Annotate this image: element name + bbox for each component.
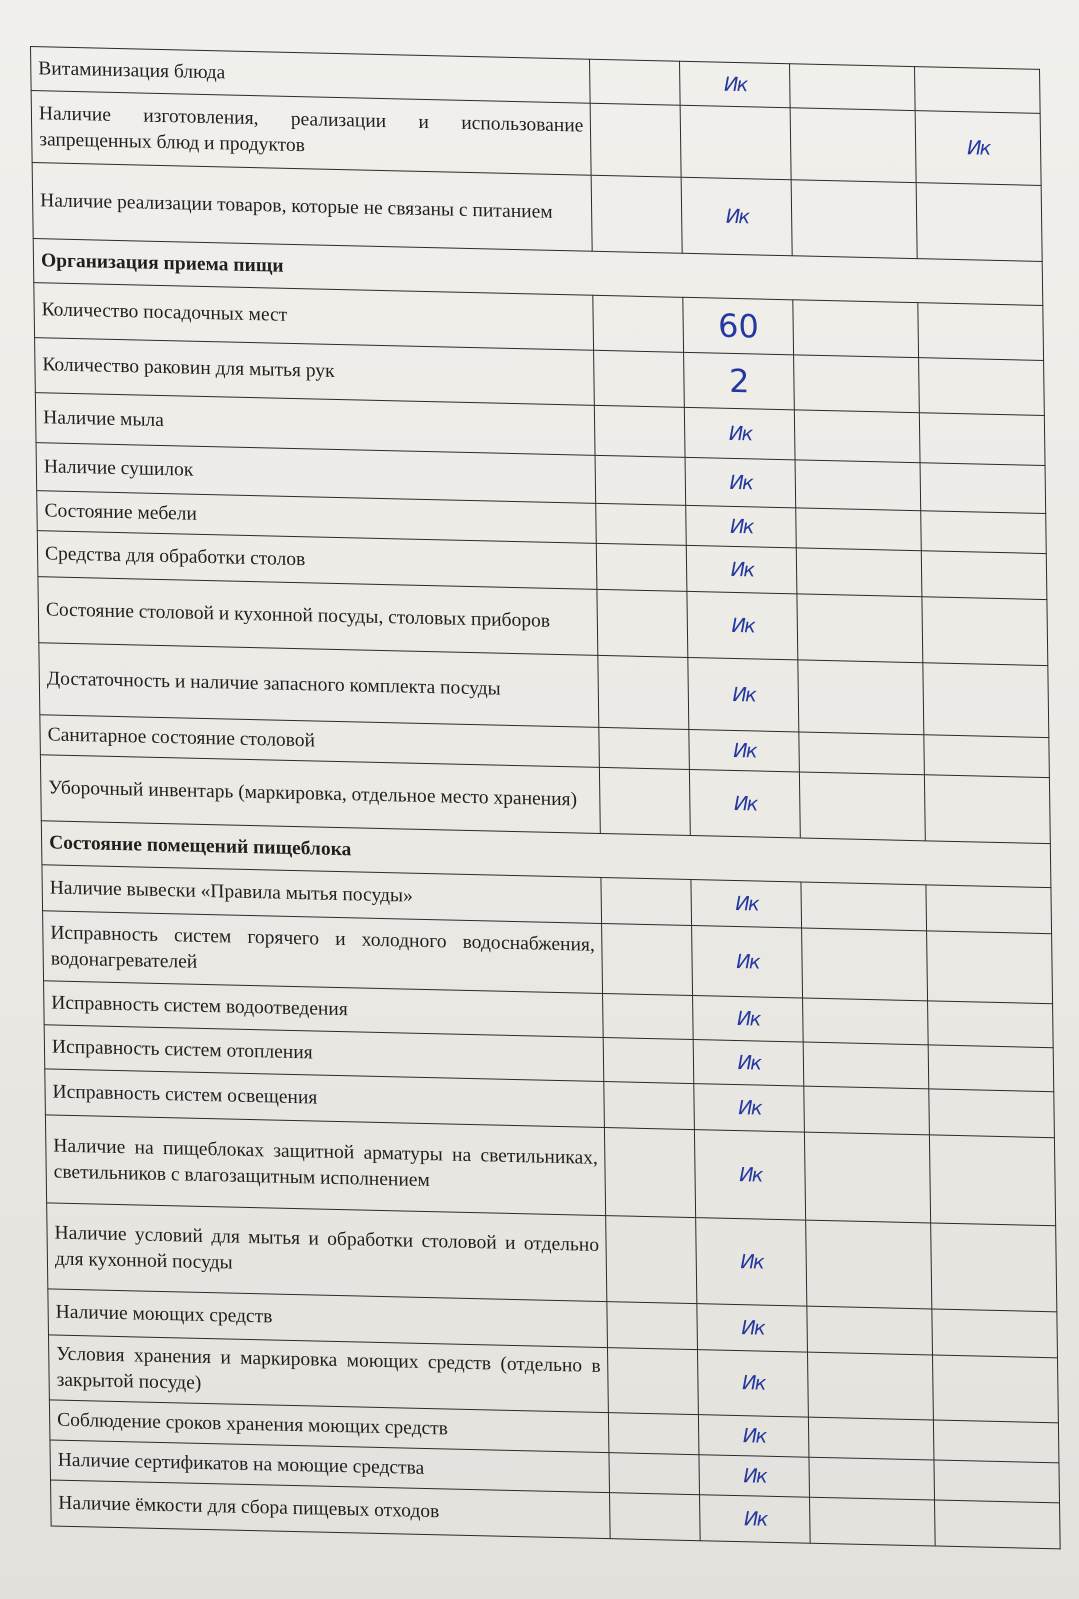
- empty-cell: [598, 656, 689, 730]
- empty-cell: [929, 1089, 1055, 1138]
- empty-cell: [593, 295, 684, 352]
- handwritten-mark: Ик: [687, 546, 798, 595]
- section-title: Организация приема пищи: [33, 239, 1043, 306]
- empty-cell: [594, 351, 685, 408]
- empty-cell: [799, 732, 924, 775]
- empty-cell: [790, 108, 916, 183]
- empty-cell: [930, 1135, 1056, 1226]
- checklist-item-label: Наличие реализации товаров, которые не связаны с питанием: [32, 163, 592, 252]
- empty-cell: [932, 1309, 1058, 1358]
- inspection-checklist-table: [30, 46, 1061, 1549]
- empty-cell: [928, 1001, 1054, 1048]
- handwritten-mark: 2: [684, 353, 795, 411]
- checklist-item-label: Наличие моющих средств: [48, 1289, 608, 1348]
- handwritten-mark: Ик: [699, 1415, 809, 1458]
- empty-cell: [808, 1353, 934, 1420]
- empty-cell: [604, 1038, 695, 1084]
- checklist-item-label: Исправность систем горячего и холодного водоснабжения, водонагревателей: [43, 911, 603, 994]
- empty-cell: [607, 1302, 698, 1350]
- checklist-item-label: Наличие изготовления, реализации и использование запрещенных блюд и продуктов: [31, 91, 591, 176]
- handwritten-mark: Ик: [695, 1130, 806, 1221]
- empty-cell: [597, 544, 688, 592]
- empty-cell: [801, 882, 926, 931]
- empty-cell: [599, 728, 689, 770]
- checklist-item-label: Количество посадочных мест: [34, 283, 594, 351]
- empty-cell: [795, 410, 921, 463]
- checklist-item-label: Исправность систем водоотведения: [44, 981, 604, 1038]
- empty-cell: [604, 1082, 695, 1130]
- handwritten-mark: Ик: [699, 1455, 809, 1498]
- empty-cell: [605, 1128, 696, 1218]
- empty-cell: [609, 1453, 699, 1495]
- handwritten-mark: Ик: [689, 730, 799, 773]
- empty-cell: [592, 175, 683, 253]
- empty-cell: [810, 1497, 935, 1546]
- empty-cell: [926, 885, 1052, 934]
- empty-cell: [916, 183, 1042, 262]
- handwritten-mark: Ик: [698, 1350, 809, 1417]
- empty-cell: [915, 67, 1041, 114]
- empty-cell: [804, 1087, 929, 1136]
- empty-cell: [603, 994, 694, 1040]
- empty-cell: [928, 1045, 1054, 1092]
- empty-cell: [809, 1417, 934, 1460]
- empty-cell: [595, 456, 686, 506]
- checklist-item-label: Исправность систем освещения: [45, 1069, 605, 1128]
- empty-cell: [800, 772, 926, 841]
- empty-cell: [921, 551, 1047, 600]
- checklist-item-label: Уборочный инвентарь (маркировка, отдельное место хранения): [40, 755, 600, 834]
- empty-cell: [606, 1216, 697, 1304]
- empty-cell: [921, 511, 1046, 554]
- empty-cell: [796, 508, 921, 551]
- handwritten-mark: Ик: [693, 996, 804, 1043]
- section-title: Состояние помещений пищеблока: [41, 821, 1051, 888]
- checklist-item-label: Средства для обработки столов: [37, 531, 597, 590]
- checklist-item-label: Состояние мебели: [37, 491, 597, 544]
- empty-cell: [609, 1413, 699, 1455]
- empty-cell: [600, 768, 691, 836]
- empty-cell: [924, 735, 1049, 778]
- handwritten-mark: Ик: [694, 1084, 805, 1133]
- empty-cell: [809, 1457, 934, 1500]
- checklist-item-label: Достаточность и наличие запасного комплекта посуды: [39, 643, 599, 728]
- empty-cell: [803, 1043, 928, 1090]
- empty-cell: [602, 924, 693, 996]
- empty-cell: [918, 303, 1044, 361]
- empty-cell: [793, 300, 919, 358]
- empty-cell: [934, 1460, 1059, 1503]
- empty-cell: [927, 931, 1053, 1004]
- handwritten-mark: Ик: [697, 1304, 808, 1353]
- handwritten-mark: Ик: [700, 1495, 811, 1544]
- empty-cell: [933, 1355, 1059, 1422]
- empty-cell: [794, 355, 920, 413]
- handwritten-mark: Ик: [696, 1218, 807, 1307]
- empty-cell: [807, 1307, 932, 1356]
- checklist-body: [31, 47, 1061, 1549]
- empty-cell: [922, 597, 1048, 666]
- handwritten-mark: Ик: [690, 770, 801, 839]
- empty-cell: [790, 64, 915, 111]
- empty-cell: [596, 504, 686, 546]
- empty-cell: [931, 1223, 1057, 1312]
- checklist-item-label: Наличие условий для мытья и обработки столовой и отдельно для кухонной посуды: [47, 1203, 608, 1302]
- checklist-item-label: Исправность систем отопления: [44, 1025, 604, 1082]
- empty-cell: [802, 928, 928, 1001]
- empty-cell: [935, 1500, 1061, 1549]
- empty-cell: [797, 594, 923, 663]
- empty-cell: [601, 878, 692, 926]
- empty-cell: [920, 463, 1046, 514]
- empty-cell: [680, 105, 791, 180]
- empty-cell: [919, 358, 1045, 416]
- checklist-item-label: Витаминизация блюда: [31, 47, 591, 104]
- handwritten-mark: Ик: [691, 880, 802, 929]
- handwritten-mark: Ик: [681, 177, 792, 256]
- checklist-item-label: Наличие ёмкости для сбора пищевых отходов: [51, 1480, 611, 1539]
- empty-cell: [924, 775, 1050, 844]
- handwritten-mark: Ик: [686, 506, 796, 549]
- handwritten-mark: Ик: [693, 1040, 804, 1087]
- handwritten-mark: Ик: [688, 658, 799, 733]
- handwritten-mark: Ик: [692, 926, 803, 999]
- empty-cell: [590, 59, 681, 105]
- handwritten-mark: Ик: [685, 408, 796, 461]
- empty-cell: [805, 1133, 931, 1224]
- empty-cell: [797, 548, 922, 597]
- checklist-item-label: Наличие сертификатов на моющие средства: [50, 1440, 610, 1493]
- handwritten-mark: Ик: [680, 61, 791, 108]
- empty-cell: [923, 663, 1049, 738]
- checklist-item-label: Количество раковин для мытья рук: [35, 338, 595, 406]
- handwritten-mark: Ик: [687, 592, 798, 661]
- empty-cell: [933, 1420, 1058, 1463]
- empty-cell: [803, 999, 928, 1046]
- empty-cell: [608, 1348, 699, 1415]
- handwritten-mark: Ик: [685, 458, 796, 509]
- checklist-item-label: Наличие мыла: [35, 393, 595, 456]
- checklist-item-label: Санитарное состояние столовой: [40, 715, 600, 768]
- handwritten-mark: Ик: [915, 111, 1041, 186]
- checklist-item-label: Состояние столовой и кухонной посуды, столовых приборов: [38, 577, 598, 656]
- checklist-item-label: Соблюдение сроков хранения моющих средств: [49, 1400, 609, 1453]
- empty-cell: [591, 103, 682, 177]
- checklist-item-label: Условия хранения и маркировка моющих средств (отдельно в закрытой посуде): [48, 1335, 608, 1412]
- empty-cell: [919, 413, 1045, 466]
- handwritten-mark: 60: [683, 297, 794, 355]
- empty-cell: [806, 1221, 932, 1310]
- checklist-item-label: Наличие на пищеблоках защитной арматуры на светильниках, светильников с влагозащитным исполнением: [45, 1115, 606, 1216]
- checklist-item-label: Наличие вывески «Правила мытья посуды»: [42, 865, 602, 924]
- empty-cell: [597, 590, 688, 658]
- empty-cell: [791, 180, 917, 259]
- empty-cell: [595, 406, 686, 458]
- checklist-item-label: Наличие сушилок: [36, 443, 596, 504]
- empty-cell: [610, 1493, 701, 1541]
- empty-cell: [795, 460, 921, 511]
- empty-cell: [798, 660, 924, 735]
